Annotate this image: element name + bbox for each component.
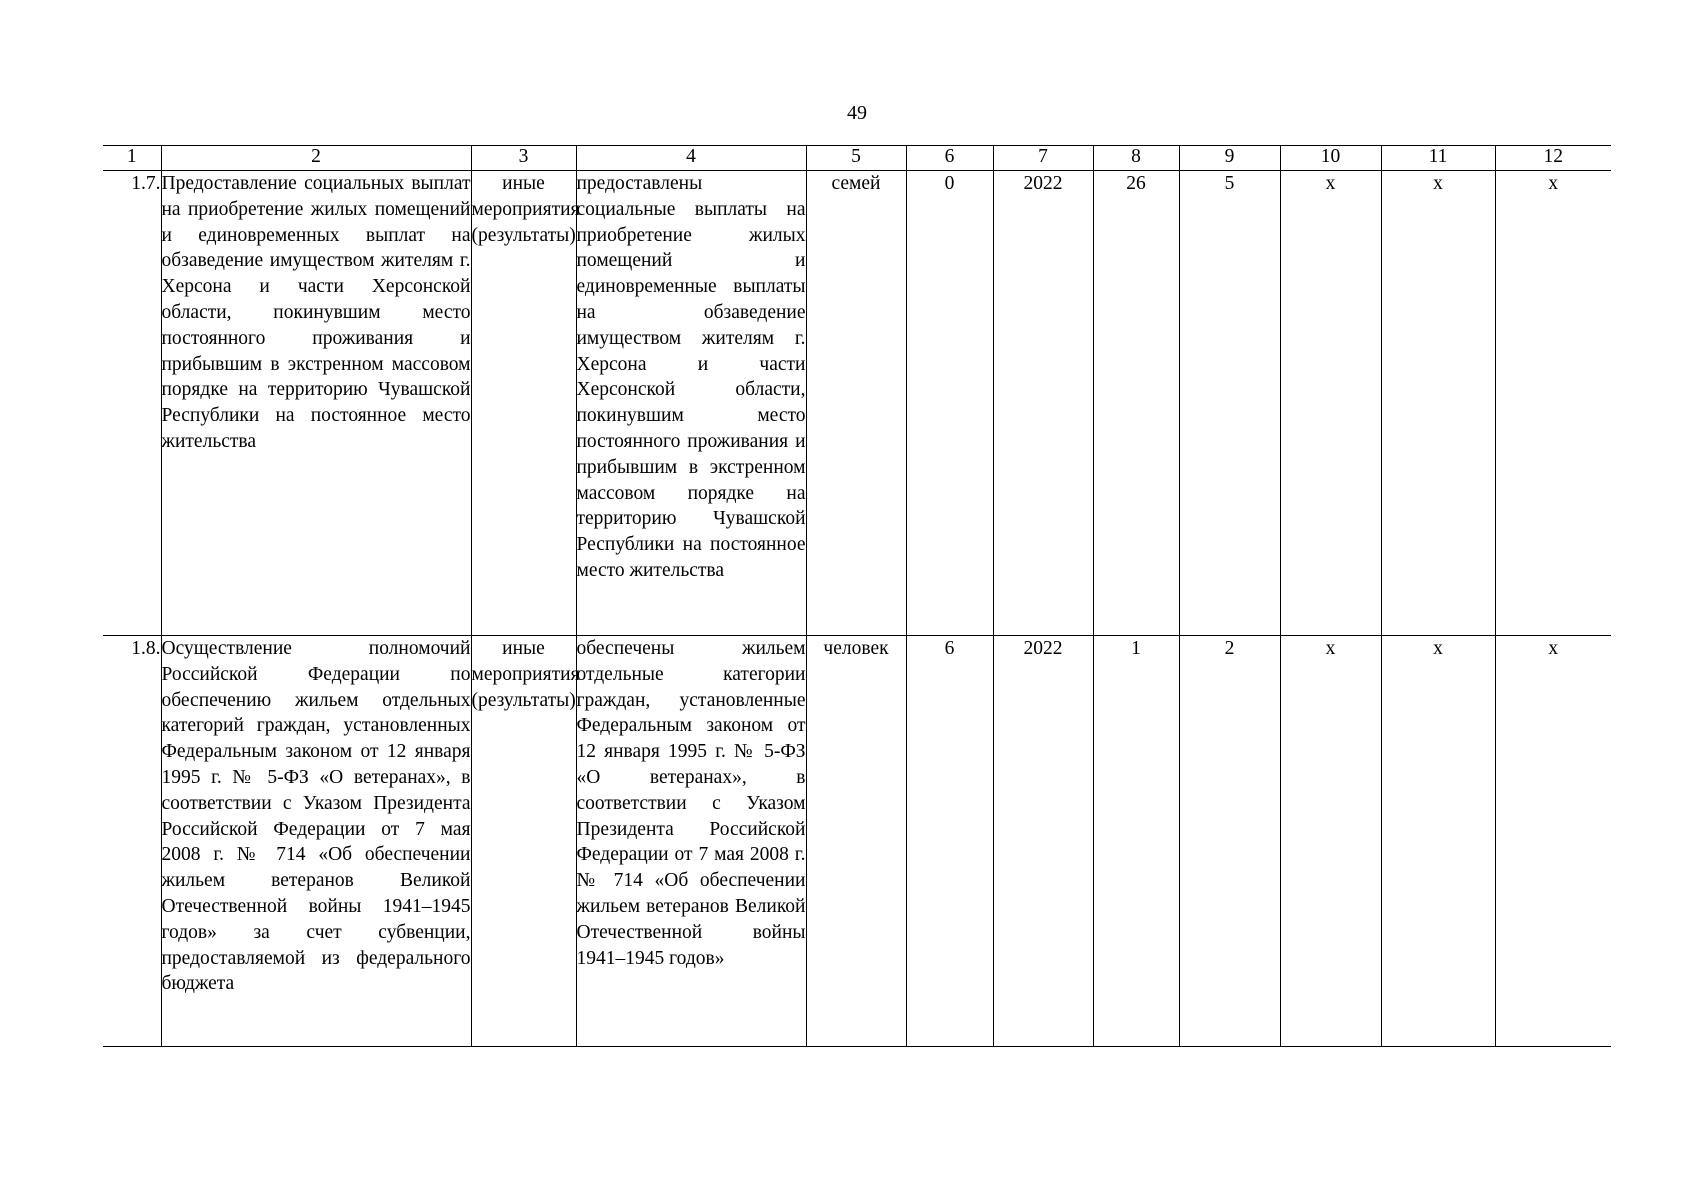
cell-col-9: 2 [1179, 636, 1280, 1047]
column-header: 8 [1093, 146, 1179, 171]
measure-name: Предоставление социальных выплат на приобретение жилых помещений и единовременных выплат на обзаведение имуществом жителям г. Херсона и части Херсонской области, покинувшим место постоянного проживания и прибывшим в экстренном массовом порядке на территорию Чувашской Республики на постоянное место жительства [161, 171, 471, 636]
measure-result: обеспечены жильем отдельные категории граждан, установленные Федеральным законом от 12 января 1995 г. № 5-ФЗ «О ветеранах», в соответствии с Указом Президента Российской Федерации от 7 мая 2008 г. № 714 «Об обеспечении жильем ветеранов Великой Отечественной войны 1941–1945 годов» [576, 636, 806, 1047]
cell-col-10: x [1280, 171, 1381, 636]
measure-name: Осуществление полномочий Российской Федерации по обеспечению жильем отдельных категорий граждан, установленных Федеральным законом от 12 января 1995 г. № 5-ФЗ «О ветеранах», в соответствии с Указом Президента Российской Федерации от 7 мая 2008 г. № 714 «Об обеспечении жильем ветеранов Великой Отечественной войны 1941–1945 годов» за счет субвенции, предоставляемой из федерального бюджета [161, 636, 471, 1047]
column-header: 7 [993, 146, 1093, 171]
unit: человек [806, 636, 906, 1047]
cell-col-10: x [1280, 636, 1381, 1047]
unit: семей [806, 171, 906, 636]
column-header: 5 [806, 146, 906, 171]
column-number-header-row [103, 146, 1611, 171]
page-number: 49 [847, 102, 867, 124]
table-row [103, 636, 1611, 1047]
column-header: 3 [471, 146, 576, 171]
column-header: 6 [906, 146, 993, 171]
cell-col-11: x [1381, 636, 1495, 1047]
cell-col-12: x [1495, 636, 1611, 1047]
column-header: 1 [103, 146, 161, 171]
column-header: 11 [1381, 146, 1495, 171]
column-header: 2 [161, 146, 471, 171]
column-header: 4 [576, 146, 806, 171]
measure-type: иные мероприятия (результаты) [471, 171, 576, 636]
cell-col-9: 5 [1179, 171, 1280, 636]
cell-col-6: 6 [906, 636, 993, 1047]
cell-col-11: x [1381, 171, 1495, 636]
measure-result: предоставлены социальные выплаты на приобретение жилых помещений и единовременные выплаты на обзаведение имуществом жителям г. Херсона и части Херсонской области, покинувшим место постоянного проживания и прибывшим в экстренном массовом порядке на территорию Чувашской Республики на постоянное место жительства [576, 171, 806, 636]
row-number: 1.8. [103, 636, 161, 1047]
cell-col-7: 2022 [993, 636, 1093, 1047]
cell-col-7: 2022 [993, 171, 1093, 636]
table-row [103, 171, 1611, 636]
row-number: 1.7. [103, 171, 161, 636]
cell-col-12: x [1495, 171, 1611, 636]
column-header: 10 [1280, 146, 1381, 171]
cell-col-8: 1 [1093, 636, 1179, 1047]
measures-table [103, 145, 1611, 1047]
cell-col-8: 26 [1093, 171, 1179, 636]
measure-type: иные мероприятия (результаты) [471, 636, 576, 1047]
cell-col-6: 0 [906, 171, 993, 636]
column-header: 9 [1179, 146, 1280, 171]
column-header: 12 [1495, 146, 1611, 171]
